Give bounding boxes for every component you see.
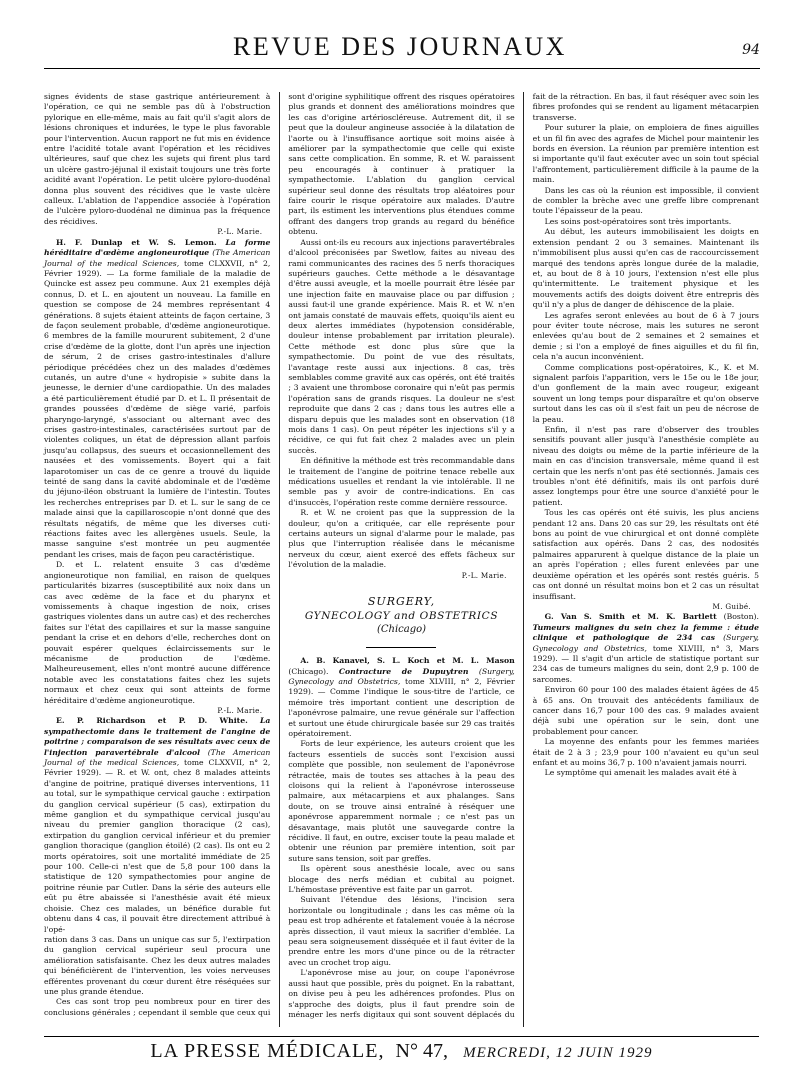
signature: M. Guibé. [712,601,751,611]
journal-section-title: REVUE DES JOURNAUX [233,32,567,61]
article-title: La sympathectomie dans le traitement de l'angine de poitrine ; comparaison de ses résultats avec ceux de l'injection paravertébrale d'alcool [44,716,271,757]
paragraph: Suivant l'étendue des lésions, l'incision sera horizontale ou longitudinale ; dans les cas même où la peau est trop adhérente et fatalement vouée à la nécrose après dissection, il vaut mieux la sacrifier d'emblée. La peau sera soigneusement disséquée et il faut éviter de la prendre entre les mors d'une pince ou de la rétracter avec un crochet trop aigu. [288,895,515,967]
paragraph: Tous les cas opérés ont été suivis, les plus anciens pendant 12 ans. Dans 20 cas sur 29, les résultats ont été bons au point de vue chirurgical et ont donné complète satisfaction aux opérés. Dans 2 cas, des nodosités palmaires apparurent à quelque distance de la plaie un an après l'opération ; elles furent enlevées par une deuxième opération et les opérés sont restés guéris. 5 cas ont donné un résultat moins bon et 2 cas un résultat insuffisant. [532,508,759,601]
paragraph: La moyenne des enfants pour les femmes mariées était de 2 à 3 ; 23,9 pour 100 n'avaient eu qu'un seul enfant et au moins 36,7 p. 100 n'avaient jamais nourri. [532,737,759,767]
article-smith-bartlett [533,612,759,685]
paragraph: Pour suturer la plaie, on emploiera de fines aiguilles et un fil fin avec des agrafes de Michel pour maintenir les bords en éversion. La réunion par première intention est si importante qu'il faut exécuter avec un soin tout spécial l'affrontement, particulièrement difficile à la paume de la main. [532,123,759,185]
article-body: tome XLVIII, n° 3, Mars 1929). — Il s'agit d'un article de statistique portant sur 234 cas de tumeurs malignes du sein, dont 2,9 p. 100 de sarcomes. [532,643,759,684]
page-number: 94 [742,42,760,58]
footer-line [44,1040,759,1063]
article-body: tome XLVIII, n° 2, Février 1929). — Comme l'indique le sous-titre de l'article, ce mémoire très important contient une description de l'aponévrose palmaire, une revue générale sur l'affection et surtout une étude chirurgicale basée sur 29 cas traités opératoirement. [288,676,515,738]
article-authors: E. P. Richardson et P. D. White. [56,716,248,726]
page-footer [44,1036,759,1062]
paragraph: R. et W. ne croient pas que la suppression de la douleur, qu'on a critiquée, car elle représente pour certains auteurs un signal d'alarme pour le malade, pas plus que l'interruption réalisée dans le mécanisme nerveux du cœur, aient exercé des effets fâcheux sur l'évolution de la maladie. [288,508,515,570]
paragraph: D. et L. relatent ensuite 3 cas d'œdème angioneurotique non familial, en raison de quelques particularités bizarres (susceptibilité aux noix dans un cas avec œdème de la face et du pharynx et vomissements à chaque ingestion de noix, crises gastriques violentes dans un autre cas) et des recherches faites sur l'état des capillaires et sur la masse sanguine pendant la crise et en dehors d'elle, recherches dont on pouvait espérer quelques éclaircissements sur le mécanisme de production de l'œdème. Malheureusement, elles n'ont montré aucune différence notable avec les constatations faites chez les sujets normaux et chez ceux qui sont atteints de forme héréditaire d'œdème angioneurotique. [44,560,271,705]
article-city: (Chicago). [288,666,329,676]
paragraph: Dans les cas où la réunion est impossible, il convient de combler la brèche avec une greffe libre comprenant toute l'épaisseur de la peau. [532,185,759,216]
article-source: (Surgery, Gynecology and Obstetrics, [532,633,759,653]
signature: P.-L. Marie. [217,705,263,715]
article-city: (Boston). [723,612,759,622]
paragraph: ration dans 3 cas. Dans un unique cas sur 5, l'extirpation du ganglion cervical supérieur seul procura une amélioration satisfaisante. Chez les deux autres malades qui bénéficièrent de l'intervention, les voies nerveuses efférentes provenant du cœur durent être réséquées sur une plus grande étendue. [44,934,271,996]
article-kanavel-koch-mason [288,656,514,739]
article-title: La forme héréditaire d'œdème angioneurotique [44,237,271,258]
header-rule [44,68,760,69]
paragraph: Au début, les auteurs immobilisaient les doigts en extension pendant 2 ou 3 semaines. Maintenant ils n'immobilisent plus aussi qu'en cas de raccourcissement marqué des tendons après longue durée de la maladie, et, au bout de 8 à 10 jours, l'extension n'est elle plus qu'intermittente. Le traitement physique et les mouvements actifs des doigts doivent être entrepris dès qu'il n'y a plus de danger de déhiscence de la plaie. [532,227,759,310]
journal-section-heading [288,595,514,635]
article-source: (Surgery, Gynecology and Obstetrics, [288,666,515,686]
article-body: tome CLXXVII, n° 2, Février 1929). — La forme familiale de la maladie de Quincke est assez peu commune. Aux 21 exemples déjà connus, D. et L. en ajoutent un nouveau. La famille en question se compose de 24 membres représentant 4 générations. 8 sujets étaient atteints de façon certaine, 3 de façon seulement probable, d'œdème angioneurotique. 6 membres de la famille moururent subitement, 2 d'une crise d'œdème de la glotte, dont l'un après une injection de sérum, 2 de crises gastro-intestinales d'allure périodique précédées chez un des malades d'œdèmes cutanés, un autre d'une « hydropisie » subite dans la jeunesse, le dernier d'une cardiopathie. Un des malades a été particulièrement étudié par D. et L. Il présentait de grandes poussées d'œdème de siège varié, parfois pharyngo-laryngé, s'associant ou alternant avec des crises gastro-intestinales, caractérisées surtout par de violentes coliques, un état de dépression allant parfois jusqu'au collapsus, des sueurs et occasionnellement des nausées et des vomissements. Boyert qui a fait laparotomiser un cas de ce genre a trouvé du liquide teinté de sang dans la cavité abdominale et de l'œdème du jéjuno-iléon obstruant la lumière de l'intestin. Toutes les recherches entreprises par D. et L. sur le sang de ce malade ainsi que la capillaroscopie n'ont donné que des résultats négatifs, de même que les diverses cuti-réactions faites avec les allergènes usuels. Seule, la masse sanguine s'est montrée un peu augmentée pendant les crises, mais de façon peu caractéristique. [44,258,271,559]
issue-date: MERCREDI, 12 JUIN 1929 [463,1045,653,1061]
paragraph: Le symptôme qui amenait les malades avait été à [544,768,737,778]
article-body: tome CLXXVII, n° 2, Février 1929). — R. et W. ont, chez 8 malades atteints d'angine de poitrine, pratiqué diverses interventions, 11 au total, sur le sympathique cervical gauche : extirpation du ganglion cervical supérieur (5 cas), extirpation du même ganglion et du sympathique cervical jusqu'au niveau du premier ganglion thoracique (2 cas), extirpation du ganglion cervical inférieur et du premier ganglion thoracique (ganglion étoilé) (2 cas). Ils ont eu 2 morts opératoires, soit une mortalité immédiate de 25 pour 100. Celle-ci n'est que de 5,8 pour 100 dans la statistique de 120 sympathectomies pour angine de poitrine réunie par Cutler. Dans la série des auteurs elle eût pu être abaissée si l'anesthésie avait été mieux choisie. Chez ces malades, un bénéfice durable fut obtenu dans 4 cas, il pouvait être directement attribué à l'opé- [44,758,271,934]
publication-name: LA PRESSE MÉDICALE, [150,1040,385,1062]
article-source: (The American Journal of the medical Sciences, [44,747,271,767]
section-line-1: SURGERY, [367,595,436,609]
paragraph: signes évidents de stase gastrique antérieurement à l'opération, ce qui ne semble pas dû à l'obstruction pylorique en elle-même, mais au fait qu'il s'agit alors de lésions chroniques et indurées, le type le plus favorable pour l'intervention. Aucun rapport ne fut mis en évidence entre l'acidité totale avant l'opération et les récidives ultérieures, sauf que chez les sujets qui firent plus tard un ulcère gastro-jéjunal il existait toujours une très forte acidité avant l'opération. Le petit ulcère pyloro-duodénal donna plus souvent des récidives que le vaste ulcère calleux. L'ablation de l'appendice associée à l'opération de l'ulcère pyloro-duodénal ne diminua pas la fréquence des récidives. [44,92,271,226]
paragraph: Les soins post-opératoires sont très importants. [544,216,732,226]
paragraph: Les agrafes seront enlevées au bout de 6 à 7 jours pour éviter toute nécrose, mais les sutures ne seront enlevées qu'au bout de 2 semaines et 2 semaines et demie ; si l'on a employé de fines aiguilles et du fil fin, cela n'a aucun inconvénient. [532,310,759,362]
section-rule [366,647,436,648]
paragraph: Aussi ont-ils eu recours aux injections paravertébrales d'alcool préconisées par Swetlow, faites au niveau des rami communicantes des racines des 5 nerfs thoraciques supérieurs gauches. Cette méthode a le désavantage d'être aussi aveugle, et la moelle pourrait être lésée par une injection faite en mauvaise place ou par diffusion ; aussi faut-il une grande expérience. Mais R. et W. n'en ont jamais constaté de mauvais effets, quoiqu'ils aient eu deux alertes immédiates (hypotension considérable, douleur intense probablement par irritation pleurale). Cette méthode est donc plus sûre que la sympathectomie. Du point de vue des résultats, l'avantage reste aussi aux injections. 8 cas, très semblables comme gravité aux cas opérés, ont été traités ; 3 avaient une thrombose coronaire qui n'eût pas permis l'opération sans de grands risques. La douleur ne s'est reproduite que dans 2 cas ; dans tous les autres elle a disparu depuis que les malades sont en observation (18 mois dans 1 cas). On peut répéter les injections s'il y a récidive, ce qui fut fait chez 2 malades avec un plein succès. [288,237,515,455]
paragraph: Comme complications post-opératoires, K., K. et M. signalent parfois l'apparition, vers le 15e ou le 18e jour, d'un gonflement de la main avec rougeur, exigeant souvent un long temps pour disparaître et qu'on observe surtout dans les cas où il s'est fait un peu de nécrose de la peau. [532,362,759,424]
section-line-3: (Chicago) [376,624,427,636]
signature: P.-L. Marie. [461,570,507,580]
article-title: Contracture de Dupuytren [338,666,469,676]
paragraph: Ces cas sont trop peu nombreux pour en tirer des conclusions générales ; cependant il semble que ceux qui sont d'origine syphilitique offrent des risques opératoires plus grands et donnent des améliorations moindres que les cas d'origine artérioscléreuse. Autrement dit, il se peut que la douleur angineuse associée à la dilatation de l'aorte ou à l'insuffisance aortique soit moins aisée à améliorer par la sympathectomie que celle qui existe sans cette complication. En somme, R. et W. paraissent peu encouragés à continuer à pratiquer la sympathectomie. L'ablation du ganglion cervical supérieur seul donne des résultats trop aléatoires pour faire courir le risque opératoire aux malades. D'autre part, ils estiment les interventions plus étendues comme offrant des dangers trop grands au regard du bénéfice obtenu. [44,92,515,1017]
section-line-2: GYNECOLOGY and OBSTETRICS [304,610,499,623]
paragraph: Environ 60 pour 100 des malades étaient âgées de 45 à 65 ans. On trouvait des antécédents familiaux de cancer dans 16,7 pour 100 des cas. 9 malades avaient déjà subi une opération sur le sein, dont une probablement pour cancer. [532,685,759,736]
footer-rule [44,1036,759,1037]
article-authors: G. Van S. Smith et M. K. Bartlett [544,612,717,622]
paragraph: L'aponévrose mise au jour, on coupe l'aponévrose aussi haut que possible, près du poignet. En la rabattant, on divise peu à peu les adhérences profondes. Plus on s'approche des doigts, plus il faut prendre soin de ménager les nerfs digitaux qui sont souvent déplacés du fait de la rétraction. En bas, il faut réséquer avec soin les fibres profondes qui se rendent au ligament métacarpien transverse. [288,92,759,1019]
article-richardson-white [44,716,270,935]
article-source: (The American Journal of the medical Sciences, [44,248,271,268]
page-header [0,30,800,74]
paragraph: Enfin, il n'est pas rare d'observer des troubles sensitifs pouvant aller jusqu'à l'anesthésie complète au niveau des doigts ou même de la partie inférieure de la main en cas d'incision transversale, même quand il est certain que les nerfs n'ont pas été sectionnés. Jamais ces troubles n'ont été définitifs, mais ils ont parfois duré assez longtemps pour être une source d'anxiété pour le patient. [532,425,759,507]
paragraph: Forts de leur expérience, les auteurs croient que les facteurs essentiels de succès sont l'excision aussi complète que possible, non seulement de l'aponévrose rétractée, mais de toutes ses attaches à la peau des cloisons qui la relient à l'aponévrose interosseuse palmaire, aux métacarpiens et aux phalanges. Sans doute, on se trouve ainsi entraîné à réséquer une aponévrose apparemment normale ; ce n'est pas un désavantage, mais plutôt une sauvegarde contre la récidive. Il faut, en outre, exciser toute la peau malade et obtenir une réunion par première intention, soit par suture sans tension, soit par greffes. [288,739,515,863]
article-title: Tumeurs malignes du sein chez la femme : étude clinique et pathologique de 234 cas [532,622,759,643]
article-authors: A. B. Kanavel, S. L. Koch et M. L. Mason [300,656,515,666]
paragraph: En définitive la méthode est très recommandable dans le traitement de l'angine de poitrine tenace rebelle aux médications usuelles et rendant la vie intolérable. Il ne semble pas y avoir de contre-indications. En cas d'insuccès, l'opération reste comme dernière ressource. [288,456,515,507]
issue-number: N° 47, [395,1040,448,1062]
signature: P.-L. Marie. [217,227,263,237]
article-columns [44,92,759,1027]
article-authors: H. F. Dunlap et W. S. Lemon. [56,237,217,247]
article-dunlap-lemon [44,238,270,561]
paragraph: Ils opèrent sous anesthésie locale, avec ou sans blocage des nerfs médian et cubital au poignet. L'hémostase préventive est faite par un garrot. [288,864,515,895]
